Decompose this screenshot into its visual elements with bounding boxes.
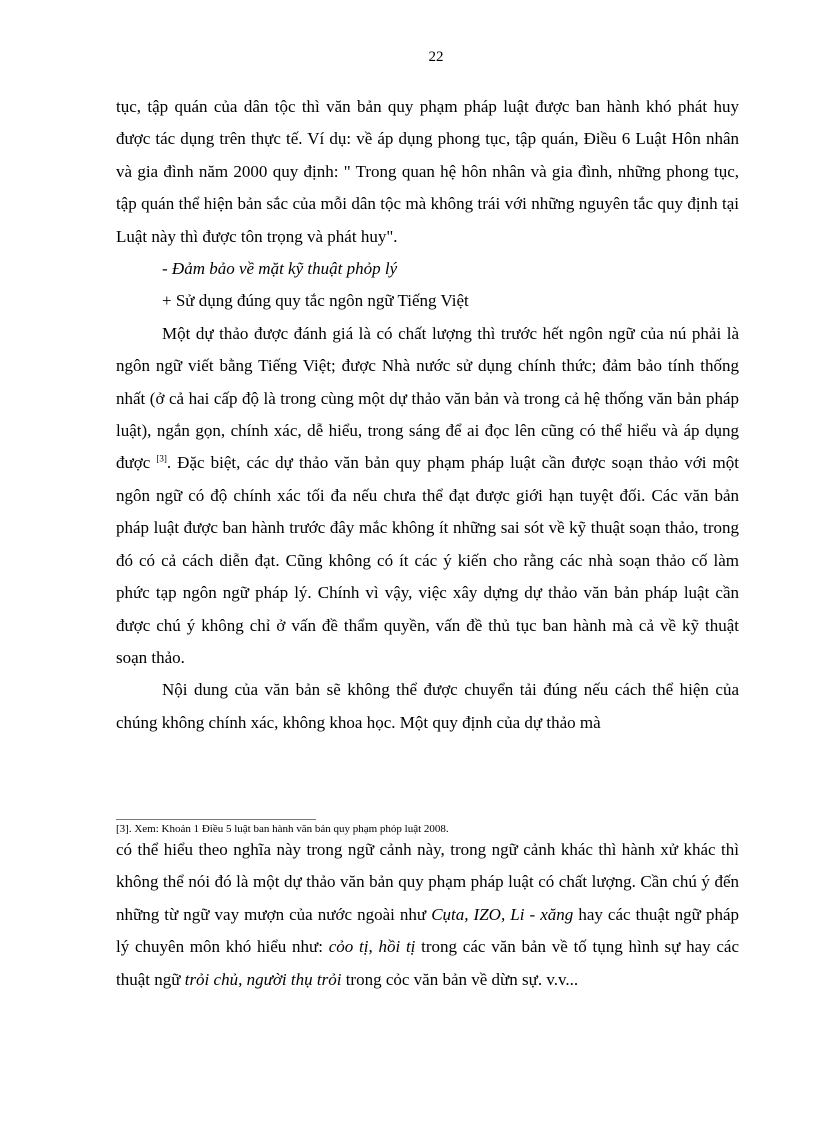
paragraph-continuation: tục, tập quán của dân tộc thì văn bản quy phạm pháp luật được ban hành khó phát huy được tác dụng trên thực tế. Ví dụ: về áp dụng phong tục, tập quán, Điều 6 Luật Hôn nhân và gia đình năm 2000 quy định: " Trong quan hệ hôn nhân và gia đình, những phong tục, tập quán thể hiện bản sắc của mỗi dân tộc mà không trái với những nguyên tắc quy định tại Luật này thì được tôn trọng và phát huy". (116, 97, 739, 246)
body-text-lower (116, 834, 739, 996)
paragraph-language-text-a: Một dự thảo được đánh giá là có chất lượng thì trước hết ngôn ngữ của nú phải là ngôn ngữ viết bằng Tiếng Việt; được Nhà nước sử dụng chính thức; đảm bảo tính thống nhất (ở cả hai cấp độ là trong cùng một dự thảo văn bản và trong cả hệ thống văn bản pháp luật), ngắn gọn, chính xác, dễ hiểu, trong sáng để ai đọc lên cũng có thể hiểu và áp dụng được (116, 323, 739, 473)
footnote-divider (116, 819, 316, 820)
section-heading-dash: - Đảm bảo về mặt kỹ thuật phỏp lý (162, 259, 398, 279)
body-text-upper (116, 91, 739, 739)
paragraph-continuation-lower (116, 834, 739, 996)
paragraph-language-text-b: . Đặc biệt, các dự thảo văn bản quy phạm pháp luật cần được soạn thảo với một ngôn ngữ có độ chính xác tối đa nếu chưa thể đạt được giới hạn tuyệt đối. Các văn bản pháp luật được ban hành trước đây mắc không ít những sai sót về kỹ thuật soạn thảo, trong đó có cả cách diễn đạt. Cũng không có ít các ý kiến cho rằng các nhà soạn thảo cố làm phức tạp ngôn ngữ pháp lý. Chính vì vậy, việc xây dựng dự thảo văn bản pháp luật cần được chú ý không chỉ ở vấn đề thẩm quyền, vấn đề thủ tục ban hành mà cả về kỹ thuật soạn thảo. (116, 453, 740, 667)
lower-text-4: trong cỏc văn bản về dừn sự. v.v... (341, 969, 579, 989)
paragraph-language (116, 318, 739, 674)
lower-italic-3: trỏi chủ, người thụ trỏi (184, 969, 342, 989)
lower-italic-1: Cụta, IZO, Li - xăng (431, 904, 574, 924)
lower-text-3: trong các văn bản về tố tụng hình sự hay các thuật ngữ (116, 937, 740, 989)
lower-text-2: hay các thuật ngữ pháp lý chuyên môn khó hiểu như: (116, 904, 739, 957)
footnote-reference[interactable]: [3] (156, 453, 167, 464)
page-number: 22 (428, 49, 444, 65)
footnote: [3]. Xem: Khoản 1 Điều 5 luật ban hành văn bản quy phạm phỏp luật 2008. (116, 823, 449, 835)
lower-italic-2: cỏo tị, hồi tị (328, 937, 416, 957)
lower-text-1: có thể hiểu theo nghĩa này trong ngữ cảnh này, trong ngữ cảnh khác thì hành xử khác thì không thể nói đó là một dự thảo văn bản quy phạm pháp luật có chất lượng. Cần chú ý đến những từ ngữ vay mượn của nước ngoài như (116, 840, 739, 924)
paragraph-content: Nội dung của văn bản sẽ không thể được chuyển tải đúng nếu cách thể hiện của chúng không chính xác, không khoa học. Một quy định của dự thảo mà (116, 680, 739, 732)
section-heading-plus: + Sử dụng đúng quy tắc ngôn ngữ Tiếng Việt (162, 291, 469, 311)
